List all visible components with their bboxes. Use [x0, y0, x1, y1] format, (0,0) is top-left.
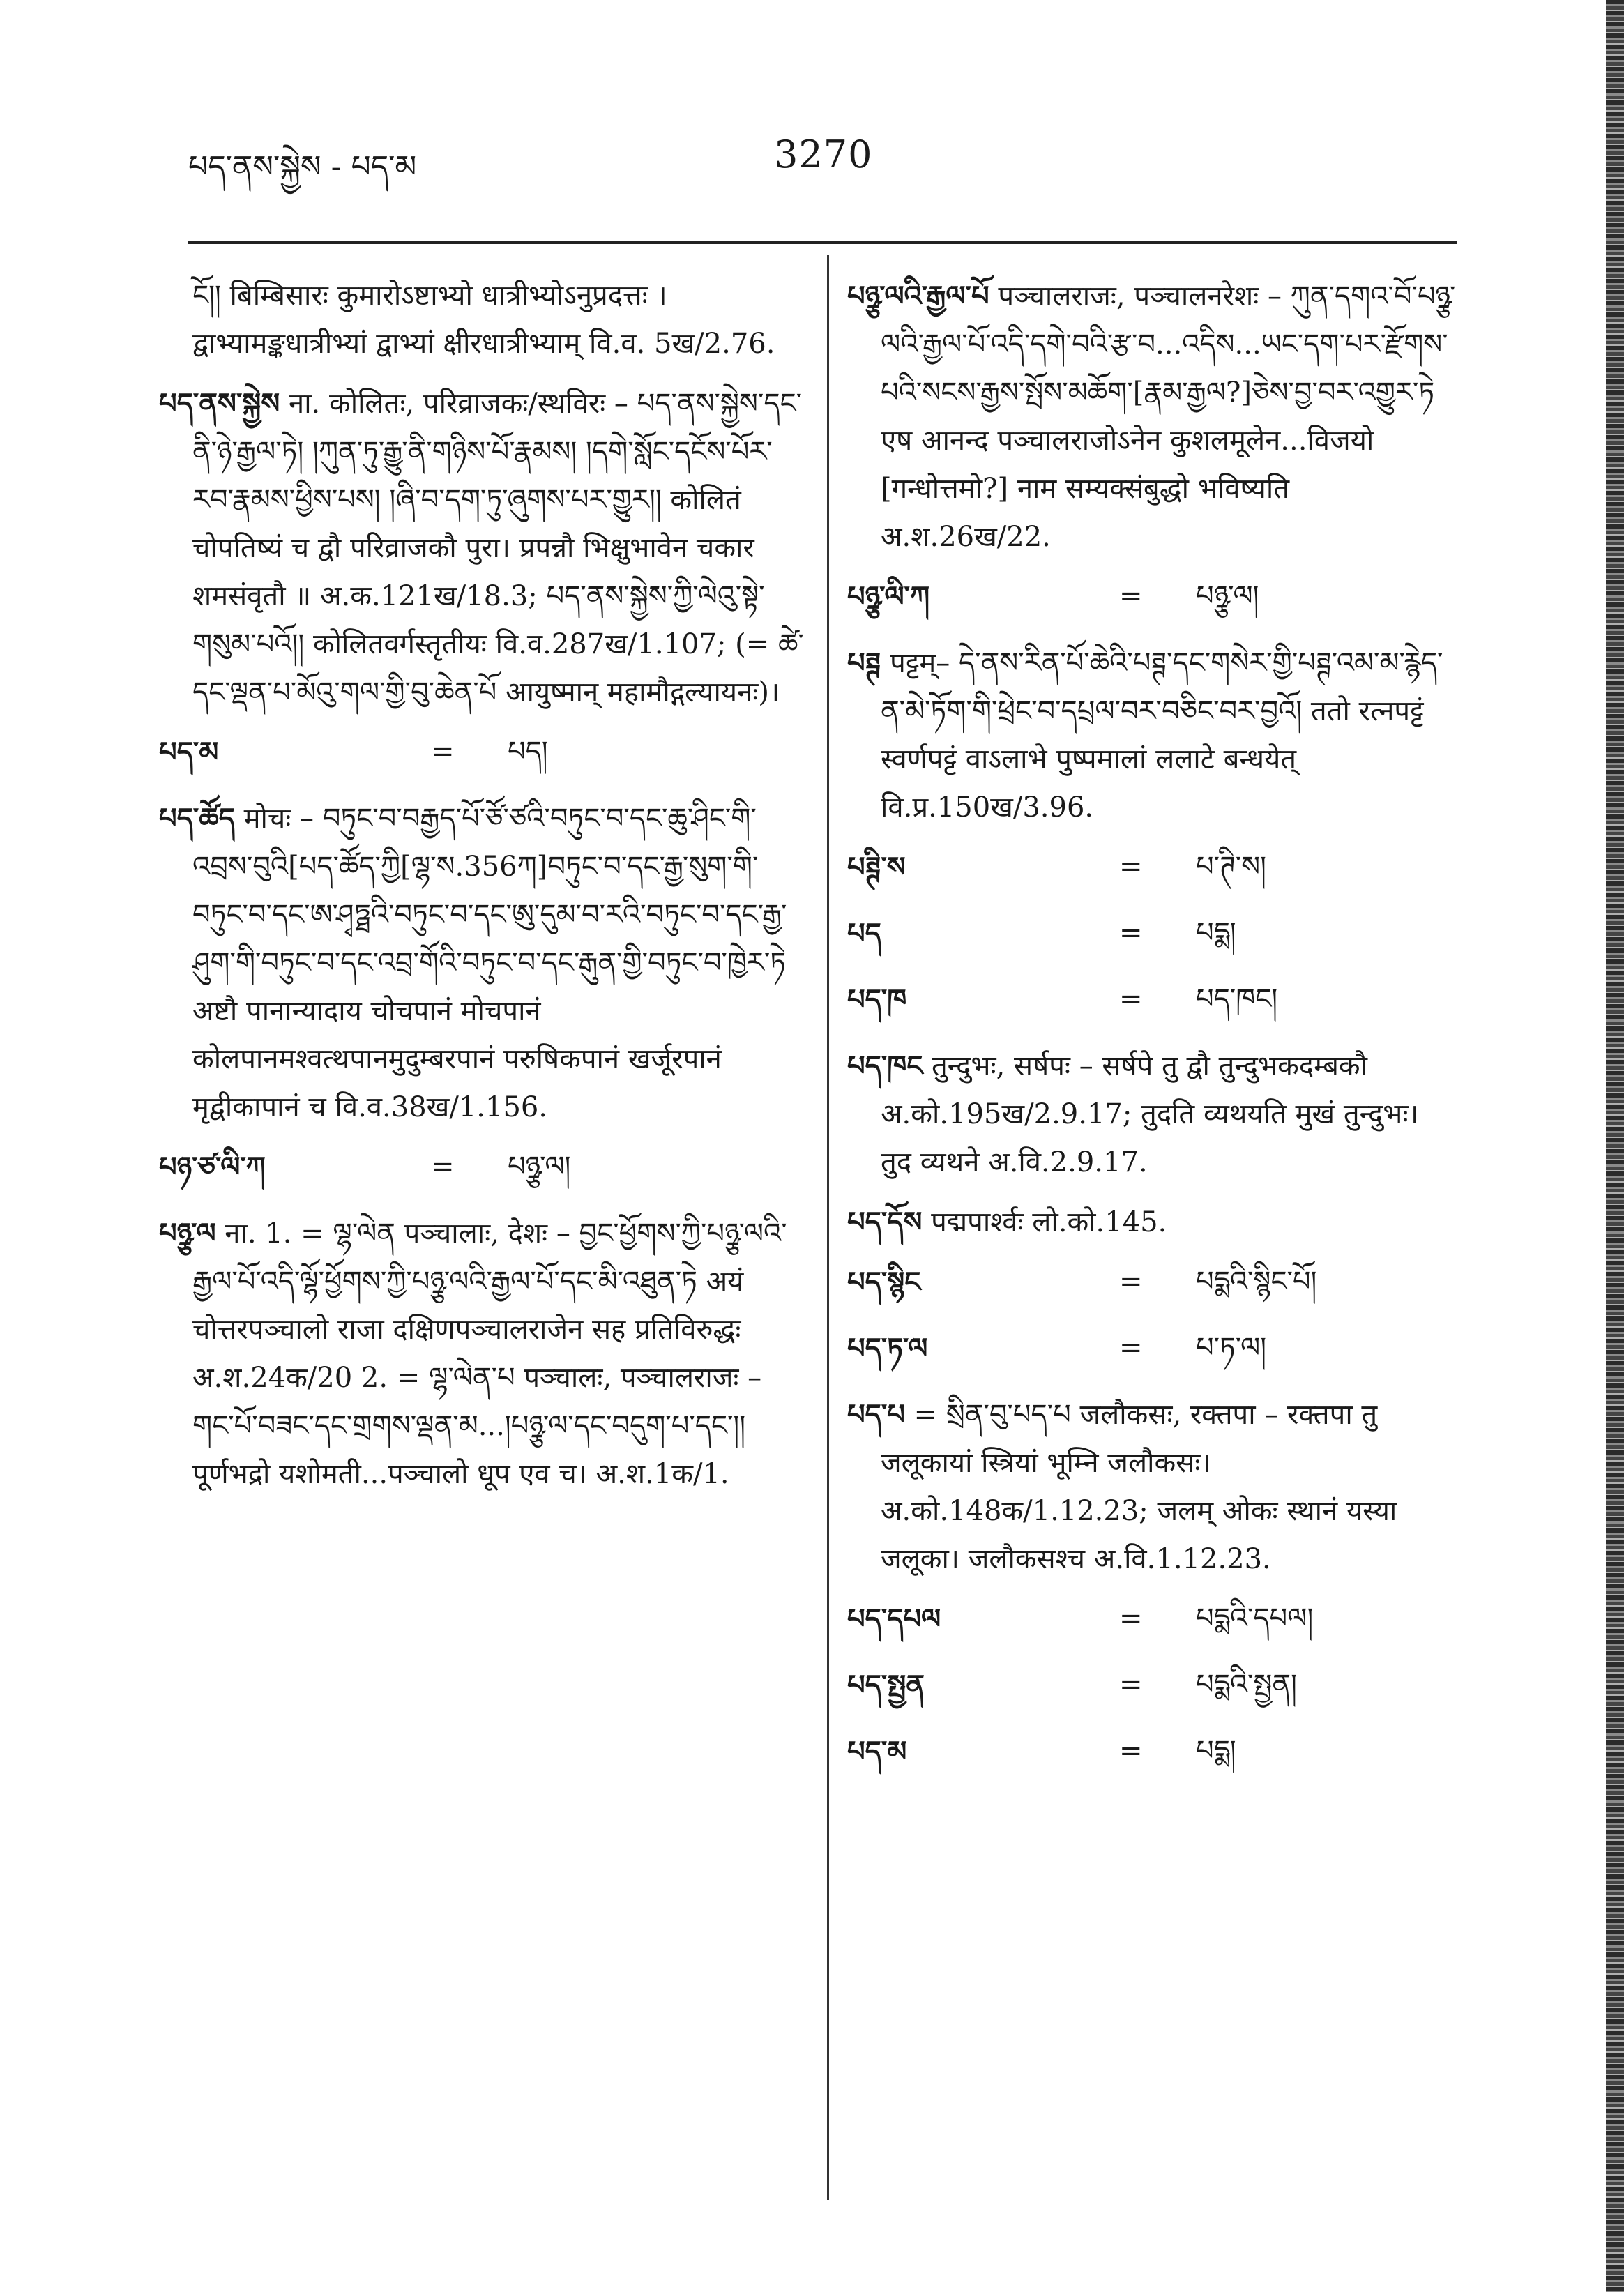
entry-body: ना. 1. = ལྷ་ལེན पञ्चालाः, देशः – བྱང་ཕྱོགས་ཀྱི་པཉྩ་ལའི་རྒྱལ་པོ་འདི་ལྷོ་ཕྱོགས་ཀྱི་པཉྩ་ལའི་རྒྱལ་པོ་དང་མི་འཐུན་ཏེ अयं चोत्तरपञ्चालो राजा दक्षिणपञ्चालराजेन सह प्रतिविरुद्धः अ.श.24क/20 2. = ལྷ་ལེན་པ पञ्चालः, पञ्चालराजः – གང་པོ་བཟང་དང་གྲགས་ལྡན་མ...།པཉྩ་ལ་དང་བདུག་པ་དང་།། पूर्णभद्रो यशोमती...पञ्चालो धूप एव च। अ.श.1क/1. [192, 1217, 787, 1490]
xref-target: པདྨའི་དཔལ། [1196, 1602, 1314, 1634]
xref-headword: པཉ་ཙ་ལི་ཀ [159, 1151, 266, 1183]
equals-sign: = [1119, 1602, 1143, 1634]
equals-sign: = [1119, 1669, 1143, 1701]
xref-headword: པད་ཁ [847, 983, 907, 1016]
entry-body: = སྲིན་བུ་པད་པ जलौकसः, रक्तपा – रक्तपा तु जलूकायां स्त्रियां भूम्नि जलौकसः। अ.को.148क/1.12.23; जलम् ओकः स्थानं यस्या जलूका। जलौकसश्च अ.वि.1.12.23. [881, 1399, 1397, 1575]
page-number: 3270 [774, 132, 873, 176]
xref-headword: པཊྚི་ས [847, 851, 906, 883]
equals-sign: = [1119, 917, 1143, 949]
headword: པད་པ [847, 1398, 905, 1431]
headword: པད་ཁང [847, 1049, 923, 1082]
xref-target: པ་ཊི་ས། [1196, 851, 1267, 883]
entry-pancala-rgyal-po [847, 272, 1457, 561]
left-column [159, 272, 804, 1510]
xref-target: པདྨའི་སྙིང་པོ། [1196, 1266, 1317, 1298]
xref-target: པ་ཏ་ལ། [1196, 1332, 1267, 1364]
entry-pad-nas-skyes [159, 379, 804, 717]
equals-sign: = [431, 1151, 455, 1183]
equals-sign: = [431, 736, 455, 768]
headword: པཊྚ [847, 646, 881, 679]
cross-reference [159, 1143, 804, 1191]
headword: པད་དོས [847, 1206, 923, 1238]
entry-body: पट्टम्– དེ་ནས་རིན་པོ་ཆེའི་པཊྚ་དང་གསེར་གྱི་པཊྚ་འམ་མ་རྙེད་ན་མེ་ཏོག་གི་ཕྲེང་བ་དཔྲལ་བར་བཅིང་བར་བྱའོ། ततो रत्नपट्टं स्वर्णपट्टं वाऽलाभे पुष्पमालां ललाटे बन्धयेत् वि.प्र.150ख/3.96. [881, 647, 1443, 824]
cross-reference [847, 1661, 1457, 1709]
entry-body: तुन्दुभः, सर्षपः – सर्षपे तु द्वौ तुन्दुभकदम्बकौ अ.को.195ख/2.9.17; तुदति व्यथयति मुखं तुन्दुभः। तुद व्यथने अ.वि.2.9.17. [881, 1050, 1419, 1178]
headword: པཉྩ་ལ [159, 1217, 216, 1250]
equals-sign: = [1119, 1735, 1143, 1767]
cross-reference [847, 843, 1457, 891]
right-column [847, 272, 1457, 1793]
entry-patta [847, 639, 1457, 832]
xref-target: པདྨ། [1196, 1735, 1236, 1767]
cross-reference [847, 976, 1457, 1024]
xref-target: པདྨའི་སྤྱན། [1196, 1669, 1297, 1701]
cross-reference [847, 572, 1457, 621]
equals-sign: = [1119, 1332, 1143, 1364]
cross-reference [847, 1595, 1457, 1643]
xref-target: པདྨ། [1196, 917, 1236, 949]
equals-sign: = [1119, 983, 1143, 1015]
xref-headword: པད་དཔལ [847, 1602, 941, 1635]
scan-edge [1606, 0, 1624, 2292]
cross-reference [847, 909, 1457, 957]
column-divider [827, 255, 829, 2200]
cross-reference [159, 728, 804, 776]
xref-headword: པད་ཏ་ལ [847, 1332, 928, 1365]
xref-headword: པཉྩ་ལི་ཀ [847, 580, 930, 613]
entry-pad-tshod [159, 794, 804, 1132]
entry-pancala [159, 1209, 804, 1498]
xref-headword: པད་སྤྱན [847, 1669, 925, 1701]
equals-sign: = [1119, 1266, 1143, 1298]
continued-entry: ངོ།། बिम्बिसारः कुमारोऽष्टाभ्यो धात्रीभ्योऽनुप्रदत्तः । द्वाभ्यामङ्कधात्रीभ्यां द्वाभ्यां क्षीरधात्रीभ्याम् वि.व. 5ख/2.76. [192, 280, 775, 360]
cross-reference [847, 1324, 1457, 1372]
xref-headword: པད་སྙིང [847, 1266, 921, 1298]
xref-target: པཉྩ་ལ། [1196, 580, 1259, 612]
running-head: པད་ནས་སྐྱེས - པད་མ [188, 149, 417, 185]
entry-body: ना. कोलितः, परिव्राजकः/स्थविरः – པད་ནས་སྐྱེས་དང་ནི་ཉེ་རྒྱལ་ཏེ། །ཀུན་ཏུ་རྒྱུ་ནི་གཉིས་པོ་རྣམས། །དགེ་སློང་དངོས་པོར་རབ་རྣམས་ཕྱིས་པས། །ཞི་བ་དག་ཏུ་ཞུགས་པར་གྱུར།། कोलितं चोपतिष्यं च द्वौ परिव्राजकौ पुरा। प्रपन्नौ भिक्षुभावेन चकार शमसंवृतौ ॥ अ.क.121ख/18.3; པད་ནས་སྐྱེས་ཀྱི་ལེའུ་སྟེ་གསུམ་པའོ།། कोलितवर्गस्तृतीयः वि.व.287ख/1.107; (= ཚེ་དང་ལྡན་པ་མོའུ་གལ་གྱི་བུ་ཆེན་པོ आयुष्मान् महामौद्गल्यायनः)। [192, 388, 804, 708]
headword: པད་ཚོད [159, 802, 235, 835]
entry-body: पद्मपार्श्वः लो.को.145. [931, 1206, 1167, 1238]
cross-reference [847, 1258, 1457, 1306]
xref-headword: པད [847, 917, 881, 950]
xref-headword: པད་མ [847, 1735, 907, 1768]
cross-reference [847, 1727, 1457, 1775]
xref-target: པད་ཁང། [1196, 983, 1278, 1015]
entry-pad-khang [847, 1042, 1457, 1187]
entry-body: पञ्चालराजः, पञ्चालनरेशः – ཀུན་དགའ་བོ་པཉྩ་ལའི་རྒྱལ་པོ་འདི་དགེ་བའི་རྩ་བ...འདིས...ཡང་དག་པར་རྫོགས་པའི་སངས་རྒྱས་སྤོས་མཆོག་[རྣམ་རྒྱལ?]ཅེས་བྱ་བར་འགྱུར་ཏེ एष आनन्द पञ्चालराजोऽनेन कुशलमूलेन...विजयो [गन्धोत्तमो?] नाम सम्यक्संबुद्धो भविष्यति अ.श.26ख/22. [881, 280, 1456, 553]
headword: པཉྩ་ལའི་རྒྱལ་པོ [847, 280, 989, 312]
equals-sign: = [1119, 580, 1143, 612]
entry-pad-dos [847, 1198, 1457, 1247]
entry-pad-pa [847, 1390, 1457, 1584]
xref-target: པཉྩ་ལ། [508, 1151, 571, 1183]
xref-headword: པད་མ [159, 736, 219, 768]
headword: པད་ནས་སྐྱེས [159, 387, 280, 420]
entry-body: मोचः – བཏུང་བ་བརྒྱད་པོ་ཙོ་ཙའི་བཏུང་བ་དང་ཆུ་ཤིང་གི་འབྲས་བུའི[པད་ཚོད་ཀྱི[ལྷ་ས.356ཀ]བཏུང་བ་དང་རྒྱ་སུག་གི་བཏུང་བ་དང་ཨ་ཤྭཏྠའི་བཏུང་བ་དང་ཨུ་དུམ་བ་རའི་བཏུང་བ་དང་རྒྱ་ཤུག་གི་བཏུང་བ་དང་འབྲ་གོའི་བཏུང་བ་དང་རྒུན་གྱི་བཏུང་བ་ཁྱེར་ཏེ अष्टौ पानान्यादाय चोचपानं मोचपानं कोलपानमश्वत्थपानमुदुम्बरपानं परुषिकपानं खर्जूरपानं मृद्वीकापानं च वि.व.38ख/1.156. [192, 803, 787, 1123]
header-rule [188, 241, 1457, 244]
xref-target: པད། [508, 736, 548, 768]
equals-sign: = [1119, 851, 1143, 883]
